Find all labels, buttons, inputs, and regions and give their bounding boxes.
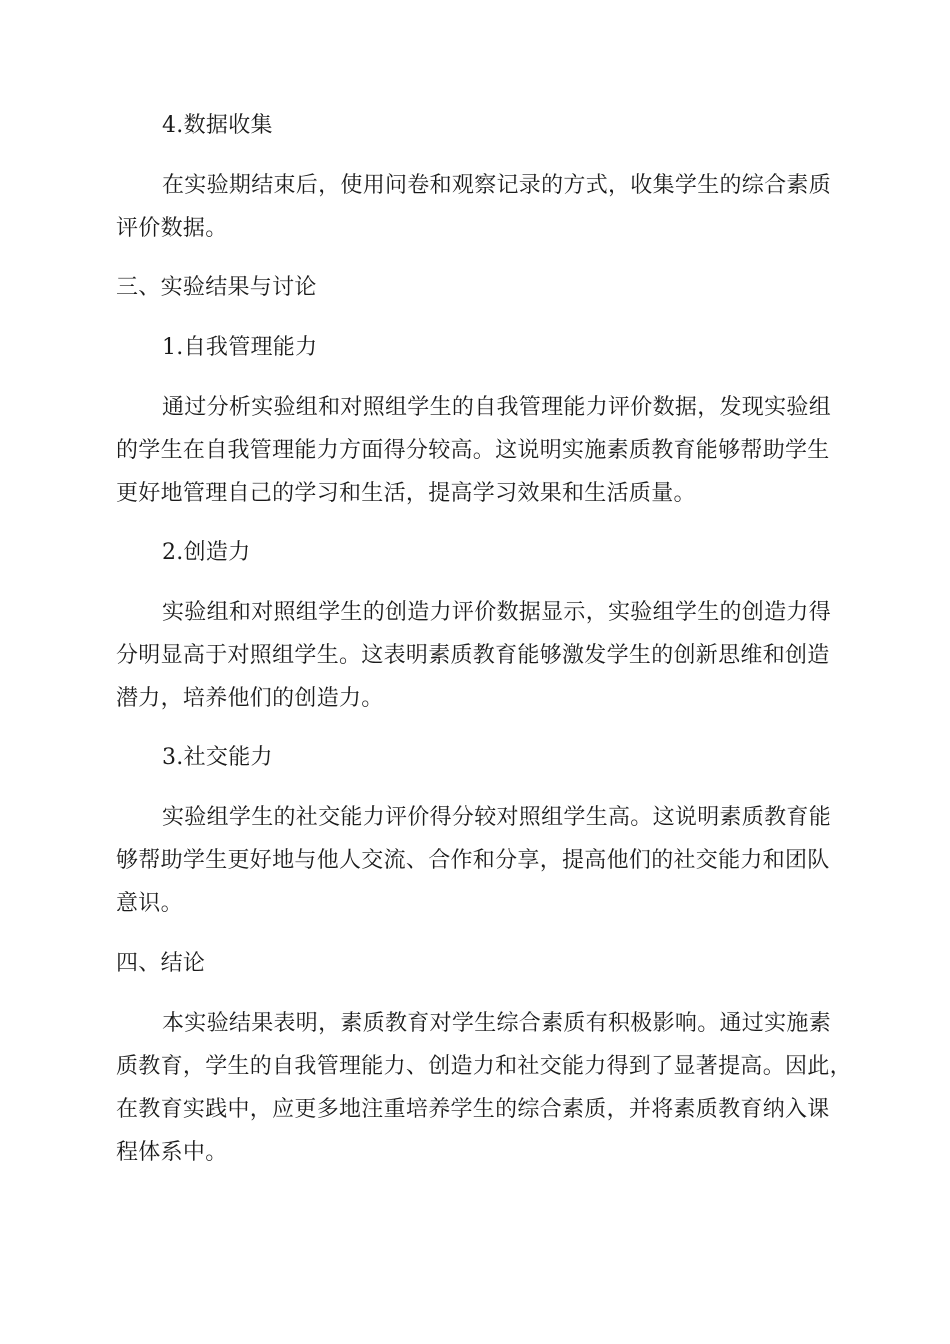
paragraph-line: 实验组学生的社交能力评价得分较对照组学生高。这说明素质教育能	[162, 805, 832, 830]
paragraph-line: 的学生在自我管理能力方面得分较高。这说明实施素质教育能够帮助学生	[116, 438, 830, 463]
section-heading-creativity: 2.创造力	[162, 540, 251, 565]
paragraph-line: 分明显高于对照组学生。这表明素质教育能够激发学生的创新思维和创造	[116, 643, 830, 668]
paragraph-line: 够帮助学生更好地与他人交流、合作和分享，提高他们的社交能力和团队	[116, 848, 830, 873]
section-heading-self-management: 1.自我管理能力	[162, 335, 318, 360]
section-heading-data-collection: 4.数据收集	[162, 113, 273, 138]
paragraph-line: 更好地管理自己的学习和生活，提高学习效果和生活质量。	[116, 481, 696, 506]
chapter-heading-conclusion: 四、结论	[116, 951, 206, 976]
paragraph-line: 质教育，学生的自我管理能力、创造力和社交能力得到了显著提高。因此，	[116, 1054, 852, 1079]
paragraph-line: 通过分析实验组和对照组学生的自我管理能力评价数据，发现实验组	[162, 395, 832, 420]
section-heading-social-skills: 3.社交能力	[162, 745, 273, 770]
chapter-heading-results: 三、实验结果与讨论	[116, 275, 317, 300]
paragraph-line: 意识。	[116, 891, 183, 916]
paragraph-line: 实验组和对照组学生的创造力评价数据显示，实验组学生的创造力得	[162, 600, 832, 625]
paragraph-line: 潜力，培养他们的创造力。	[116, 686, 384, 711]
paragraph-line: 本实验结果表明，素质教育对学生综合素质有积极影响。通过实施素	[162, 1011, 832, 1036]
paragraph-line: 评价数据。	[116, 216, 228, 241]
paragraph-line: 在实验期结束后，使用问卷和观察记录的方式，收集学生的综合素质	[162, 173, 832, 198]
paragraph-line: 在教育实践中，应更多地注重培养学生的综合素质，并将素质教育纳入课	[116, 1097, 830, 1122]
paragraph-line: 程体系中。	[116, 1140, 228, 1165]
